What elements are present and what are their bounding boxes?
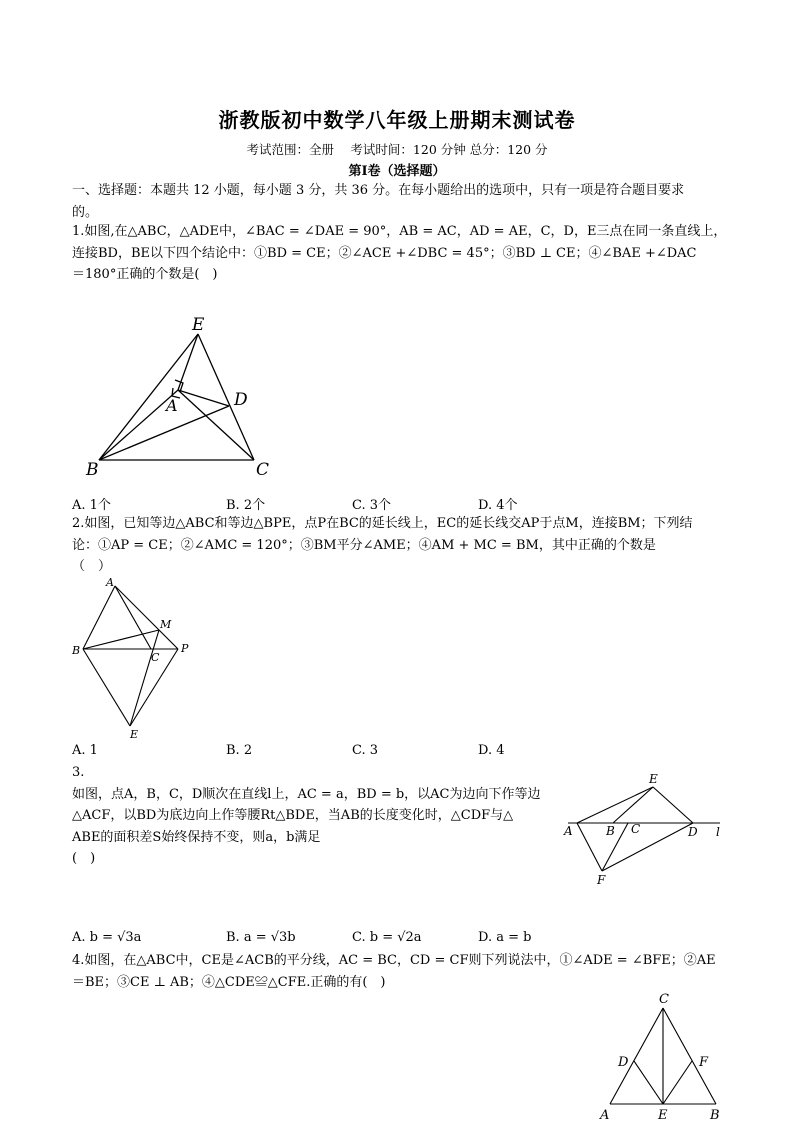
q2-option-a[interactable]: A. 1: [72, 743, 98, 758]
volume-heading: 第Ⅰ卷（选择题）: [348, 164, 446, 179]
q1-label-D: D: [234, 390, 248, 410]
q1-line-2: 连接BD，BE以下四个结论中：①BD = CE；②∠ACE +∠DBC = 45°；③BD ⊥ CE；④∠BAE +∠DAC: [72, 245, 697, 261]
q2-option-c[interactable]: C. 3: [352, 743, 379, 758]
q3-line-4: ( ): [72, 851, 96, 866]
question-4-stem: [72, 950, 732, 993]
q3-label-F: F: [597, 873, 606, 887]
q4-label-D: D: [618, 1055, 629, 1070]
q1-label-C: C: [256, 460, 270, 480]
q2-line-3: （ ）: [72, 559, 112, 574]
section-line-1: 一、选择题：本题共 12 小题，每小题 3 分，共 36 分。在每小题给出的选项中，只有一项是符合题目要求: [72, 183, 685, 198]
q2-option-b[interactable]: B. 2: [226, 743, 253, 758]
q1-line-3: ＝180°正确的个数是( ): [72, 267, 218, 282]
q2-option-d[interactable]: D. 4: [478, 743, 505, 758]
q1-option-a[interactable]: A. 1个: [72, 498, 111, 513]
q3-line-3: ABE的面积差S始终保持不变，则a，b满足: [72, 829, 321, 845]
q3-line-1: 如图，点A，B，C，D顺次在直线l上，AC = a，BD = b，以AC为边向下作等边: [72, 786, 541, 802]
q3-option-d[interactable]: D. a = b: [478, 930, 532, 945]
q4-label-F: F: [699, 1055, 709, 1070]
question-2-stem: [72, 513, 732, 578]
exam-meta: 考试范围：全册 考试时间：120 分钟 总分：120 分: [246, 142, 548, 157]
q3-label-E: E: [649, 772, 658, 786]
q3-label-B: B: [606, 824, 615, 838]
q2-line-1: 2.如图，已知等边△ABC和等边△BPE，点P在BC的延长线上，EC的延长线交AP于点M，连接BM；下列结: [72, 516, 693, 531]
q4-line-2: ＝BE；③CE ⊥ AB；④△CDE≌△CFE.正确的有( ): [72, 974, 386, 990]
q1-label-E: E: [192, 315, 205, 335]
q3-label-l: l: [716, 825, 720, 839]
q4-label-A: A: [600, 1108, 610, 1122]
q4-label-E: E: [658, 1108, 668, 1122]
q3-figure: [560, 768, 730, 890]
q2-label-P: P: [181, 642, 189, 655]
q3-number: 3.: [72, 765, 85, 780]
q2-label-C: C: [151, 651, 160, 664]
q3-option-c[interactable]: C. b = √2a: [352, 930, 422, 945]
q2-line-2: 论：①AP = CE；②∠AMC = 120°；③BM平分∠AME；④AM + MC = BM，其中正确的个数是: [72, 537, 656, 553]
section-line-2: 的。: [72, 204, 99, 220]
q1-figure: [80, 312, 280, 482]
q3-label-C: C: [631, 822, 641, 836]
question-3-stem: [72, 762, 562, 870]
q3-label-D: D: [688, 825, 698, 839]
q3-line-2: △ACF，以BD为底边向上作等腰Rt△BDE，当AB的长度变化时，△CDF与△: [72, 808, 514, 823]
q1-option-b[interactable]: B. 2个: [226, 498, 266, 513]
q2-figure: [68, 574, 198, 744]
q4-label-C: C: [659, 992, 669, 1007]
q4-figure: [596, 990, 726, 1122]
q3-option-b[interactable]: B. a = √3b: [226, 930, 296, 945]
question-1-stem: [72, 221, 732, 286]
q1-label-B: B: [86, 460, 99, 480]
q4-label-B: B: [710, 1108, 720, 1122]
q2-label-M: M: [160, 618, 172, 631]
section-instructions: [72, 180, 732, 223]
q1-option-c[interactable]: C. 3个: [352, 498, 392, 513]
q3-option-a[interactable]: A. b = √3a: [72, 930, 142, 945]
q2-label-E: E: [130, 728, 139, 741]
q3-label-A: A: [564, 824, 573, 838]
q4-line-1: 4.如图，在△ABC中，CE是∠ACB的平分线，AC = BC，CD = CF则下列说法中，①∠ADE = ∠BFE；②AE: [72, 953, 716, 968]
q1-label-A: A: [166, 396, 178, 415]
page-title: 浙教版初中数学八年级上册期末测试卷: [218, 108, 576, 132]
q2-label-B: B: [72, 644, 81, 657]
q2-label-A: A: [106, 576, 114, 589]
q1-option-d[interactable]: D. 4个: [478, 498, 518, 513]
q1-line-1: 1.如图,在△ABC，△ADE中，∠BAC = ∠DAE = 90°，AB = AC，AD = AE，C，D，E三点在同一条直线上，: [72, 224, 727, 239]
